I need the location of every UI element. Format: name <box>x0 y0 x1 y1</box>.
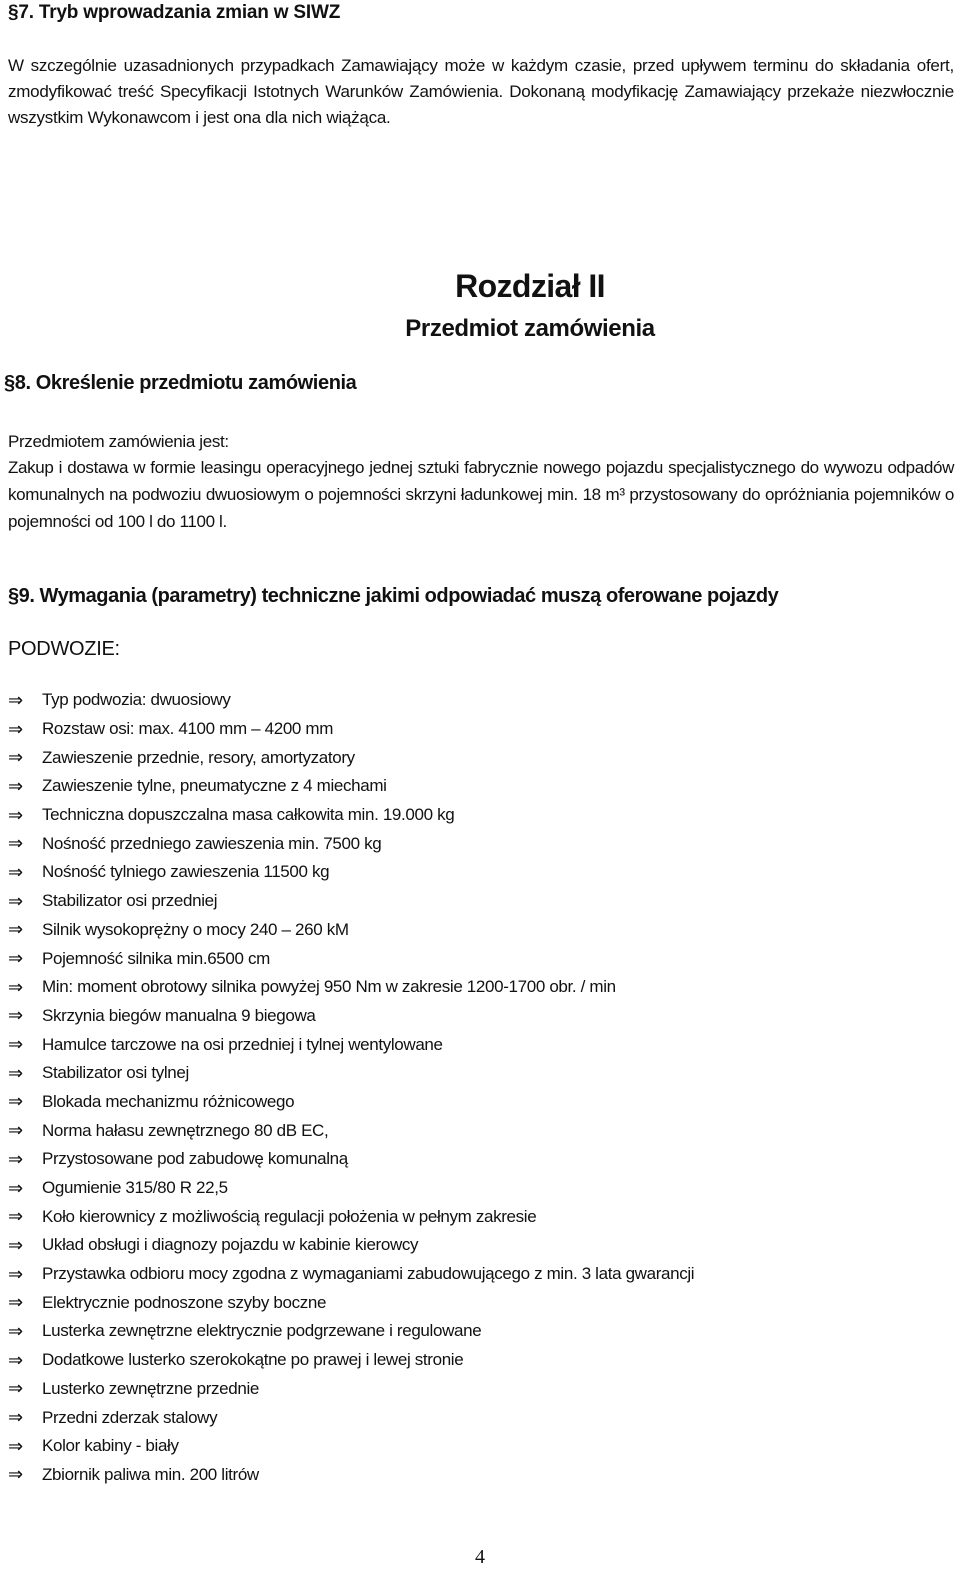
double-arrow-icon: ⇒ <box>8 1292 23 1314</box>
double-arrow-icon: ⇒ <box>8 1120 23 1142</box>
spec-item <box>8 743 694 772</box>
spec-item <box>8 1088 694 1117</box>
double-arrow-icon: ⇒ <box>8 747 23 769</box>
spec-item-text: Hamulce tarczowe na osi przedniej i tylnej wentylowane <box>42 1034 443 1054</box>
double-arrow-icon: ⇒ <box>8 1378 23 1400</box>
spec-item <box>8 1202 694 1231</box>
spec-item-text: Stabilizator osi przedniej <box>42 891 218 911</box>
spec-list <box>8 686 694 1489</box>
spec-item-text: Zawieszenie tylne, pneumatyczne z 4 miechami <box>42 776 387 796</box>
spec-item-text: Przedni zderzak stalowy <box>42 1407 218 1427</box>
spec-item <box>8 1174 694 1203</box>
double-arrow-icon: ⇒ <box>8 1177 23 1199</box>
spec-item <box>8 1288 694 1317</box>
spec-item <box>8 686 694 715</box>
spec-item <box>8 916 694 945</box>
spec-item-text: Zawieszenie przednie, resory, amortyzatory <box>42 747 355 767</box>
spec-item <box>8 1317 694 1346</box>
spec-item-text: Min: moment obrotowy silnika powyżej 950 Nm w zakresie 1200-1700 obr. / min <box>42 977 616 997</box>
spec-item-text: Lusterko zewnętrzne przednie <box>42 1378 259 1398</box>
double-arrow-icon: ⇒ <box>8 804 23 826</box>
page-number: 4 <box>475 1546 485 1568</box>
double-arrow-icon: ⇒ <box>8 1263 23 1285</box>
double-arrow-icon: ⇒ <box>8 948 23 970</box>
double-arrow-icon: ⇒ <box>8 861 23 883</box>
spec-item <box>8 829 694 858</box>
double-arrow-icon: ⇒ <box>8 1320 23 1342</box>
spec-item <box>8 1403 694 1432</box>
chassis-group-label: PODWOZIE: <box>8 638 120 660</box>
spec-item <box>8 1145 694 1174</box>
double-arrow-icon: ⇒ <box>8 833 23 855</box>
spec-item <box>8 1059 694 1088</box>
spec-item <box>8 1346 694 1375</box>
spec-item <box>8 715 694 744</box>
spec-item-text: Przystosowane pod zabudowę komunalną <box>42 1149 348 1169</box>
double-arrow-icon: ⇒ <box>8 1206 23 1228</box>
spec-item-text: Koło kierownicy z możliwością regulacji położenia w pełnym zakresie <box>42 1206 537 1226</box>
section-8-intro: Przedmiotem zamówienia jest: <box>8 432 229 451</box>
spec-item <box>8 1461 694 1490</box>
spec-item <box>8 1260 694 1289</box>
spec-item-text: Rozstaw osi: max. 4100 mm – 4200 mm <box>42 719 334 739</box>
spec-item-text: Pojemność silnika min.6500 cm <box>42 948 270 968</box>
section-7-heading: §7. Tryb wprowadzania zmian w SIWZ <box>8 2 341 23</box>
spec-item-text: Blokada mechanizmu różnicowego <box>42 1091 295 1111</box>
spec-item <box>8 801 694 830</box>
double-arrow-icon: ⇒ <box>8 1062 23 1084</box>
double-arrow-icon: ⇒ <box>8 1435 23 1457</box>
spec-item-text: Elektrycznie podnoszone szyby boczne <box>42 1292 327 1312</box>
double-arrow-icon: ⇒ <box>8 1234 23 1256</box>
spec-item-text: Typ podwozia: dwuosiowy <box>42 690 231 710</box>
chapter-title: Rozdział II <box>455 268 605 304</box>
spec-item-text: Stabilizator osi tylnej <box>42 1063 189 1083</box>
double-arrow-icon: ⇒ <box>8 1091 23 1113</box>
spec-item-text: Nośność przedniego zawieszenia min. 7500 kg <box>42 833 382 853</box>
section-7-body: W szczególnie uzasadnionych przypadkach Zamawiający może w każdym czasie, przed upływem terminu do składania ofert, zmodyfikować treść Specyfikacji Istotnych Warunków Zamówienia. Dokonaną modyfikację Zamawiający przekaże niezwłocznie wszystkim Wykonawcom i jest ona dla nich wiążąca. <box>8 56 954 127</box>
double-arrow-icon: ⇒ <box>8 1407 23 1429</box>
section-8-heading: §8. Określenie przedmiotu zamówienia <box>4 372 357 394</box>
spec-item-text: Przystawka odbioru mocy zgodna z wymaganiami zabudowującego z min. 3 lata gwarancji <box>42 1264 695 1284</box>
double-arrow-icon: ⇒ <box>8 1349 23 1371</box>
spec-item-text: Nośność tylniego zawieszenia 11500 kg <box>42 862 330 882</box>
spec-item <box>8 887 694 916</box>
double-arrow-icon: ⇒ <box>8 1034 23 1056</box>
spec-item-text: Dodatkowe lusterko szerokokątne po prawej i lewej stronie <box>42 1350 464 1370</box>
section-9-heading: §9. Wymagania (parametry) techniczne jakimi odpowiadać muszą oferowane pojazdy <box>8 585 779 607</box>
spec-item-text: Silnik wysokoprężny o mocy 240 – 260 kM <box>42 919 349 939</box>
section-8-body: Zakup i dostawa w formie leasingu operacyjnego jednej sztuki fabrycznie nowego pojazdu specjalistycznego do wywozu odpadów komunalnych na podwoziu dwuosiowym o pojemności skrzyni ładunkowej min. 18 m³ przystosowany do opróżniania pojemników o pojemności od 100 l do 1100 l. <box>8 458 954 531</box>
spec-item <box>8 1231 694 1260</box>
spec-item <box>8 772 694 801</box>
double-arrow-icon: ⇒ <box>8 775 23 797</box>
spec-item-text: Skrzynia biegów manualna 9 biegowa <box>42 1005 316 1025</box>
double-arrow-icon: ⇒ <box>8 890 23 912</box>
double-arrow-icon: ⇒ <box>8 718 23 740</box>
spec-item-text: Ogumienie 315/80 R 22,5 <box>42 1178 228 1198</box>
spec-item-text: Norma hałasu zewnętrznego 80 dB EC, <box>42 1120 329 1140</box>
double-arrow-icon: ⇒ <box>8 919 23 941</box>
spec-item <box>8 1002 694 1031</box>
spec-item-text: Techniczna dopuszczalna masa całkowita min. 19.000 kg <box>42 805 455 825</box>
double-arrow-icon: ⇒ <box>8 976 23 998</box>
double-arrow-icon: ⇒ <box>8 1148 23 1170</box>
double-arrow-icon: ⇒ <box>8 689 23 711</box>
spec-item <box>8 1116 694 1145</box>
spec-item-text: Zbiornik paliwa min. 200 litrów <box>42 1464 259 1484</box>
spec-item <box>8 1432 694 1461</box>
spec-item <box>8 973 694 1002</box>
spec-item <box>8 1030 694 1059</box>
spec-item <box>8 858 694 887</box>
chapter-subtitle: Przedmiot zamówienia <box>405 315 655 342</box>
double-arrow-icon: ⇒ <box>8 1464 23 1486</box>
spec-item-text: Kolor kabiny - biały <box>42 1436 179 1456</box>
spec-item <box>8 944 694 973</box>
spec-item-text: Układ obsługi i diagnozy pojazdu w kabinie kierowcy <box>42 1235 419 1255</box>
spec-item <box>8 1375 694 1404</box>
spec-item-text: Lusterka zewnętrzne elektrycznie podgrzewane i regulowane <box>42 1321 482 1341</box>
double-arrow-icon: ⇒ <box>8 1005 23 1027</box>
